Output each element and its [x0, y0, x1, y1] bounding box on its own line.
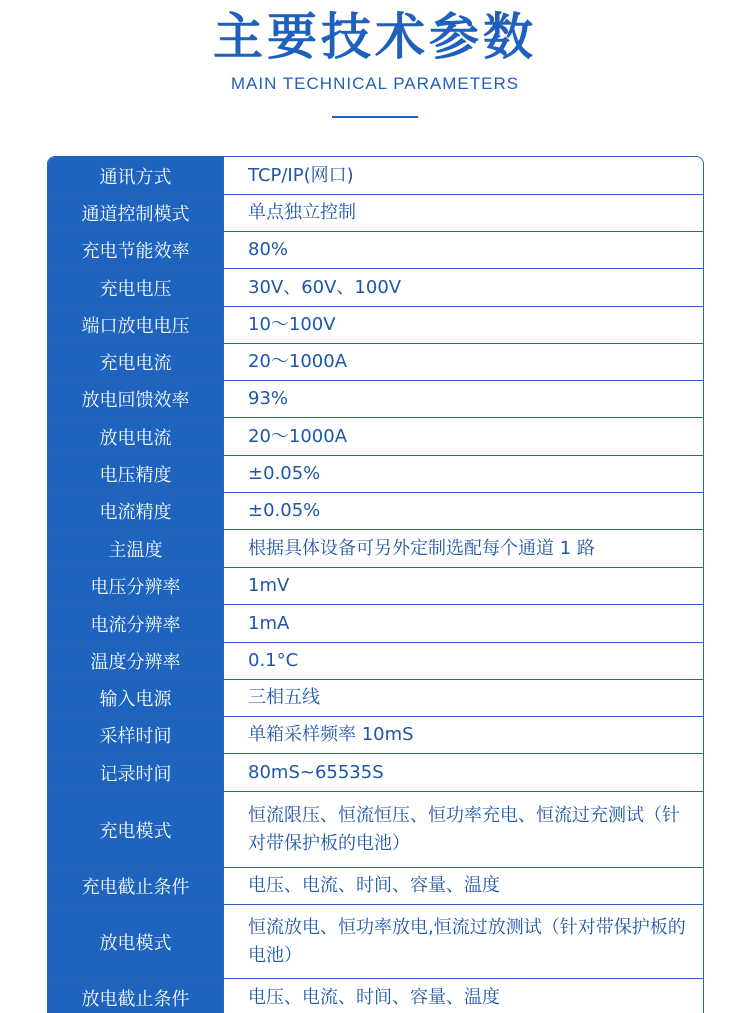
row-label: 放电截止条件	[48, 979, 224, 1013]
table-row	[48, 716, 703, 753]
table-row	[48, 791, 703, 867]
row-label: 记录时间	[48, 754, 224, 791]
row-label: 放电回馈效率	[48, 381, 224, 417]
table-row	[48, 642, 703, 679]
row-label: 充电电流	[48, 344, 224, 380]
row-label: 主温度	[48, 530, 224, 567]
title-divider	[332, 116, 418, 118]
row-label: 放电电流	[48, 418, 224, 455]
row-label: 充电模式	[48, 792, 224, 867]
table-row	[48, 492, 703, 529]
row-label: 通讯方式	[48, 157, 224, 194]
row-label: 端口放电电压	[48, 307, 224, 343]
table-row	[48, 904, 703, 978]
row-value: 1mV	[248, 575, 290, 596]
row-value: 电压、电流、时间、容量、温度	[248, 986, 500, 1008]
row-value: 单点独立控制	[248, 202, 356, 223]
page-subtitle: MAIN TECHNICAL PARAMETERS	[230, 74, 520, 93]
row-label: 电压精度	[48, 456, 224, 492]
table-row	[48, 194, 703, 231]
table-row	[48, 417, 703, 455]
table-row	[48, 604, 703, 642]
row-value: TCP/IP(网口)	[248, 164, 354, 186]
row-value: 20～1000A	[248, 425, 348, 447]
row-value: ±0.05%	[248, 500, 321, 521]
row-label: 输入电源	[48, 680, 224, 716]
row-label: 放电模式	[48, 905, 224, 978]
row-label: 充电截止条件	[48, 868, 224, 904]
row-value: 根据具体设备可另外定制选配每个通道 1 路	[248, 537, 595, 559]
row-value: 20～1000A	[248, 351, 348, 372]
row-label: 电压分辨率	[48, 568, 224, 604]
table-row	[48, 306, 703, 343]
page-title: 主要技术参数	[213, 8, 537, 66]
row-value: 单箱采样频率 10mS	[248, 724, 414, 745]
row-value: ±0.05%	[248, 463, 321, 484]
table-row	[48, 380, 703, 417]
table-row	[48, 567, 703, 604]
row-label: 通道控制模式	[48, 195, 224, 231]
parameters-table	[47, 156, 704, 1013]
row-value: 三相五线	[248, 687, 320, 708]
table-row	[48, 529, 703, 567]
row-label: 充电节能效率	[48, 232, 224, 268]
table-row	[48, 157, 703, 194]
table-row	[48, 978, 703, 1013]
row-label: 电流精度	[48, 493, 224, 529]
row-value: 恒流限压、恒流恒压、恒功率充电、恒流过充测试（针对带保护板的电池）	[248, 804, 680, 854]
table-row	[48, 753, 703, 791]
row-label: 采样时间	[48, 717, 224, 753]
table-row	[48, 268, 703, 306]
row-value: 80%	[248, 239, 289, 260]
row-value: 0.1°C	[248, 650, 299, 671]
table-row	[48, 231, 703, 268]
row-label: 电流分辨率	[48, 605, 224, 642]
row-value: 30V、60V、100V	[248, 276, 402, 298]
table-row	[48, 455, 703, 492]
row-label: 充电电压	[48, 269, 224, 306]
row-value: 电压、电流、时间、容量、温度	[248, 875, 500, 896]
table-row	[48, 679, 703, 716]
row-label: 温度分辨率	[48, 643, 224, 679]
table-row	[48, 867, 703, 904]
row-value: 恒流放电、恒功率放电,恒流过放测试（针对带保护板的电池）	[248, 916, 686, 966]
row-value: 80mS~65535S	[248, 761, 384, 783]
table-row	[48, 343, 703, 380]
row-value: 93%	[248, 388, 289, 409]
row-value: 10～100V	[248, 314, 336, 335]
row-value: 1mA	[248, 612, 290, 634]
